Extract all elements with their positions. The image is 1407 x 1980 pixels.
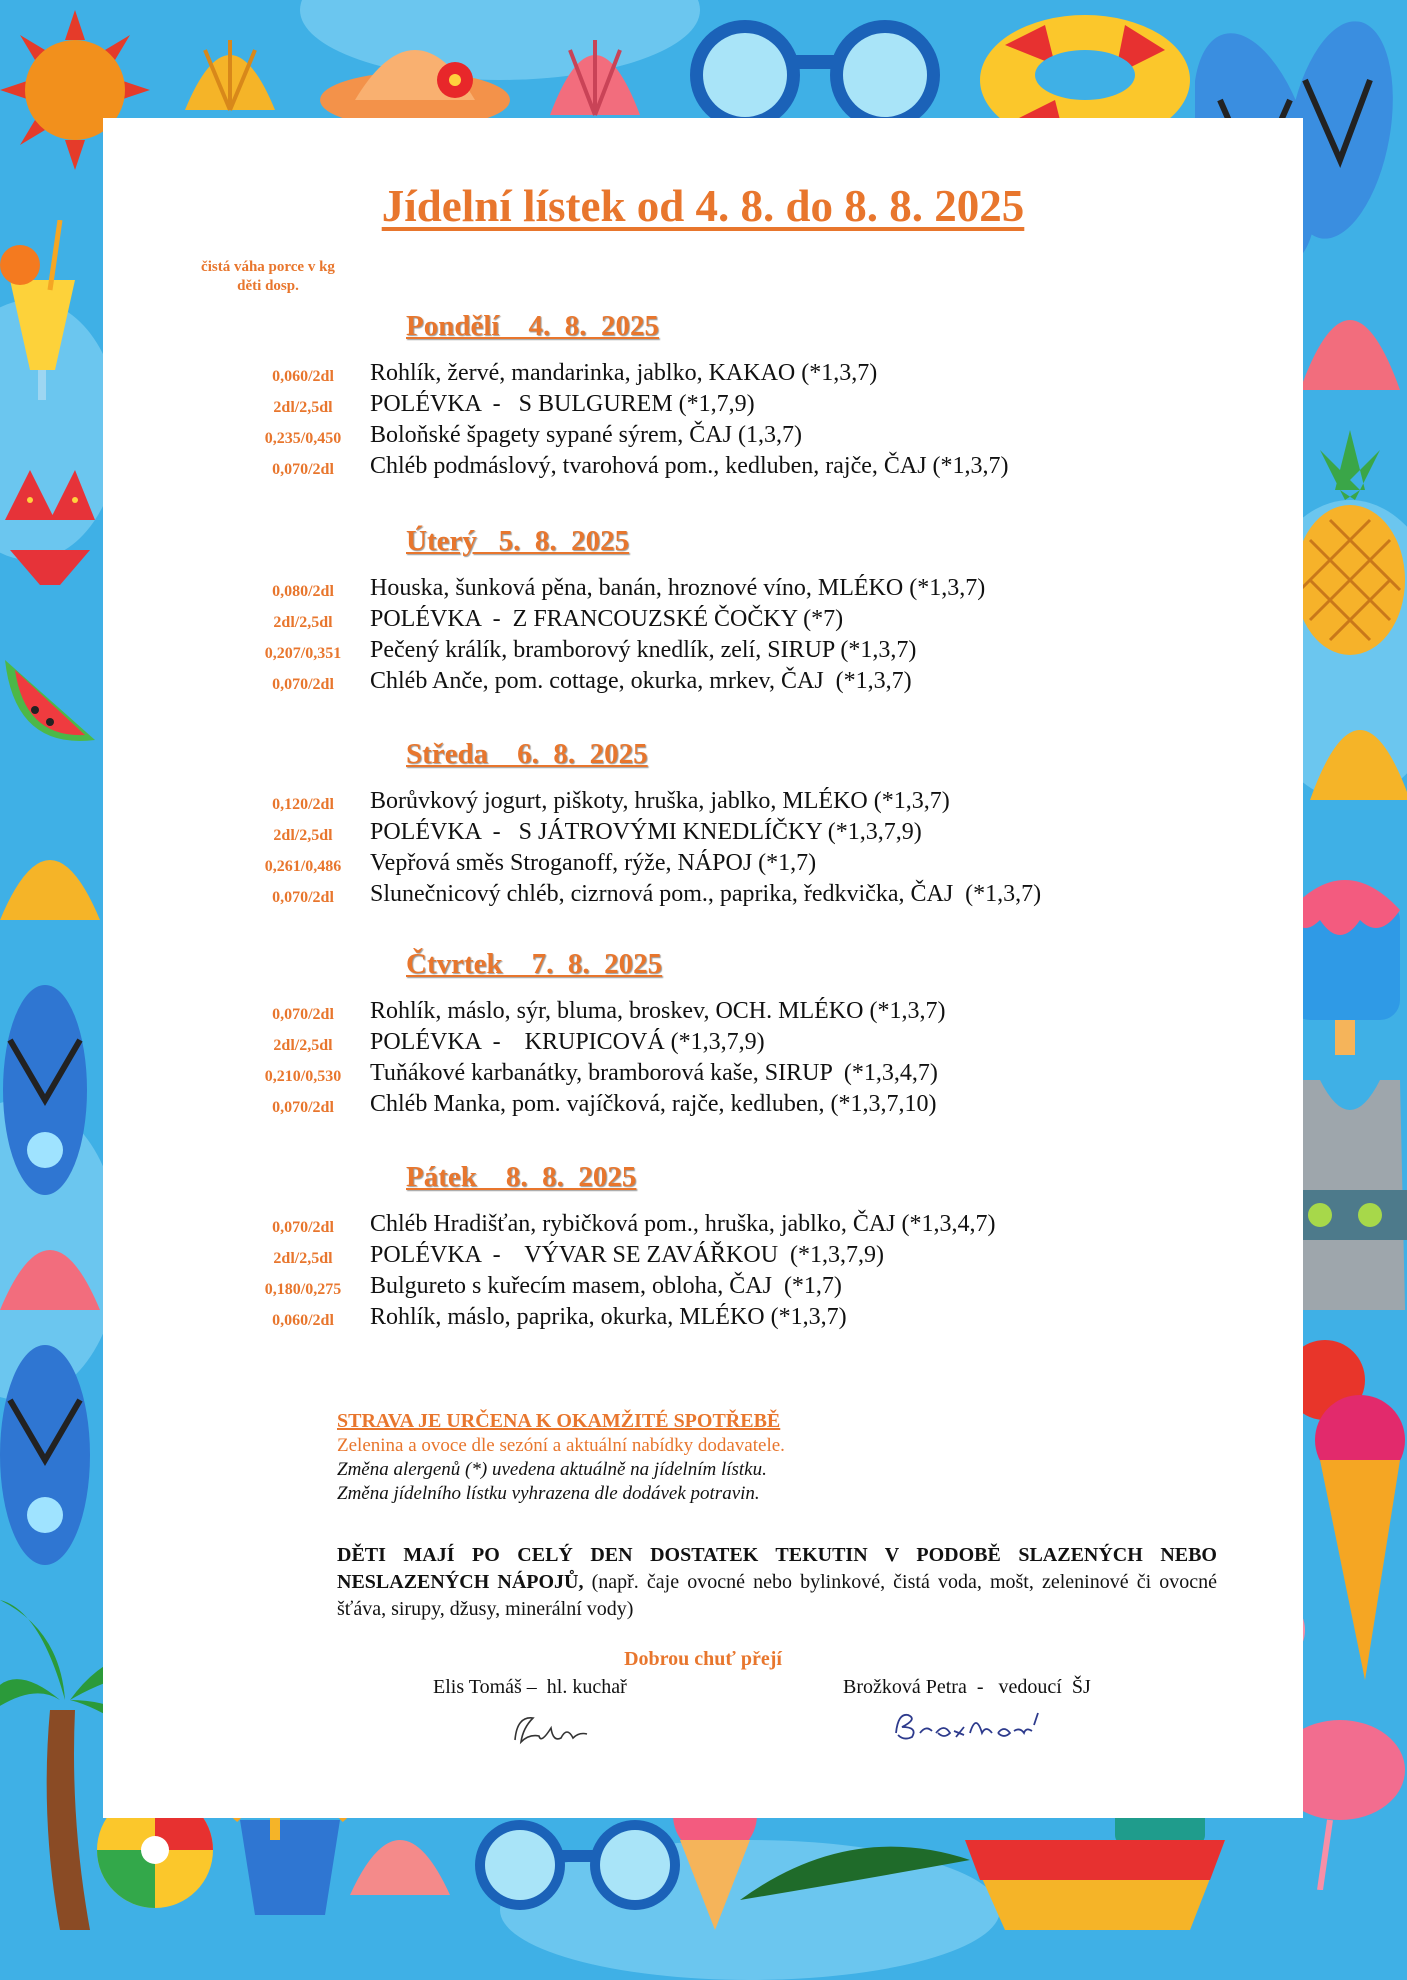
dish-description: POLÉVKA - VÝVAR SE ZAVÁŘKOU (*1,3,7,9) xyxy=(370,1242,885,1268)
dish-description: Chléb Manka, pom. vajíčková, rajče, kedluben, (*1,3,7,10) xyxy=(370,1091,937,1117)
portion-weight: 2dl/2,5dl xyxy=(273,1037,333,1054)
chef-signature xyxy=(503,1708,593,1753)
flip-flop-icon xyxy=(0,980,90,1200)
menu-sheet xyxy=(103,118,1303,1818)
sun-hat-icon xyxy=(315,20,515,130)
dish-description: POLÉVKA - S BULGUREM (*1,7,9) xyxy=(370,391,755,417)
dish-description: Chléb Anče, pom. cottage, okurka, mrkev, ČAJ (*1,3,7) xyxy=(370,668,912,694)
manager-name: Brožková Petra - vedoucí ŠJ xyxy=(843,1676,1091,1698)
menu-row xyxy=(103,850,1303,881)
portion-weight-label: čistá váha porce v kg xyxy=(201,259,335,275)
cocktail-icon xyxy=(0,220,90,410)
manager-signature xyxy=(888,1703,1048,1748)
portion-weight: 0,070/2dl xyxy=(272,1219,334,1236)
seashell-icon xyxy=(350,1805,450,1905)
menu-row xyxy=(103,360,1303,391)
portion-weight: 2dl/2,5dl xyxy=(273,827,333,844)
drinks-notice-bold: DĚTI MAJÍ PO CELÝ DEN DOSTATEK TEKUTIN V PODOBĚ SLAZENÝCH NEBO NESLAZENÝCH NÁPOJŮ, xyxy=(337,1544,1217,1593)
menu-row xyxy=(103,422,1303,453)
menu-title: Jídelní lístek od 4. 8. do 8. 8. 2025 xyxy=(381,181,1025,231)
tank-top-icon xyxy=(1290,1080,1407,1310)
portion-weight: 0,210/0,530 xyxy=(264,1068,342,1085)
portion-weight: 0,180/0,275 xyxy=(264,1281,342,1298)
menu-row xyxy=(103,606,1303,637)
bikini-icon xyxy=(0,440,100,590)
menu-row xyxy=(103,1211,1303,1242)
sunglasses-icon xyxy=(680,15,960,135)
portion-weight: 2dl/2,5dl xyxy=(273,399,333,416)
seashell-icon xyxy=(540,25,650,125)
dish-description: Tuňákové karbanátky, bramborová kaše, SIRUP (*1,3,4,7) xyxy=(370,1060,938,1086)
pineapple-icon xyxy=(1290,430,1407,660)
menu-row xyxy=(103,1273,1303,1304)
dish-description: POLÉVKA - Z FRANCOUZSKÉ ČOČKY (*7) xyxy=(370,606,844,632)
drinks-notice-detail: (např. čaje ovocné nebo bylinkové, čistá voda, mošt, zeleninové či ovocné šťáva, sirupy, džusy, minerální vody) xyxy=(337,1571,1217,1620)
menu-row xyxy=(103,1060,1303,1091)
dish-description: Rohlík, žervé, mandarinka, jablko, KAKAO (*1,3,7) xyxy=(370,360,878,386)
menu-row xyxy=(103,1242,1303,1273)
seashell-icon xyxy=(1300,690,1407,810)
seashell-icon xyxy=(0,1210,100,1320)
dish-description: Borůvkový jogurt, piškoty, hruška, jablko, MLÉKO (*1,3,7) xyxy=(370,788,950,814)
dish-description: Slunečnicový chléb, cizrnová pom., paprika, ředkvička, ČAJ (*1,3,7) xyxy=(370,881,1042,907)
allergen-note: Změna alergenů (*) uvedena aktuálně na jídelním lístku. xyxy=(337,1459,767,1480)
chef-name: Elis Tomáš – hl. kuchař xyxy=(433,1676,627,1698)
menu-notes xyxy=(337,1408,1207,1506)
portion-weight: 0,235/0,450 xyxy=(264,430,342,447)
day-title: Středa 6. 8. 2025 xyxy=(406,738,648,770)
menu-row xyxy=(103,575,1303,606)
portion-weight: 0,060/2dl xyxy=(272,1312,334,1329)
dish-description: Vepřová směs Stroganoff, rýže, NÁPOJ (*1,7) xyxy=(370,850,817,876)
portion-weight: 0,070/2dl xyxy=(272,461,334,478)
portion-weight: 2dl/2,5dl xyxy=(273,614,333,631)
menu-row xyxy=(103,637,1303,668)
watermelon-icon xyxy=(0,650,100,750)
portion-weight: 0,060/2dl xyxy=(272,368,334,385)
dish-description: Rohlík, máslo, sýr, bluma, broskev, OCH. MLÉKO (*1,3,7) xyxy=(370,998,946,1024)
dish-description: Chléb podmáslový, tvarohová pom., kedluben, rajče, ČAJ (*1,3,7) xyxy=(370,453,1009,479)
menu-change-note: Změna jídelního lístku vyhrazena dle dodávek potravin. xyxy=(337,1483,760,1504)
seashell-icon xyxy=(1290,280,1407,400)
menu-row xyxy=(103,788,1303,819)
portion-columns-label: děti dosp. xyxy=(237,278,299,294)
consumption-notice: STRAVA JE URČENA K OKAMŽITÉ SPOTŘEBĚ xyxy=(337,1410,781,1432)
seashell-icon xyxy=(175,30,285,120)
menu-row xyxy=(103,881,1303,912)
dish-description: Houska, šunková pěna, banán, hroznové víno, MLÉKO (*1,3,7) xyxy=(370,575,986,601)
portion-weight: 0,070/2dl xyxy=(272,889,334,906)
dish-description: POLÉVKA - KRUPICOVÁ (*1,3,7,9) xyxy=(370,1029,765,1055)
leaf-icon xyxy=(740,1840,970,1910)
menu-row xyxy=(103,1091,1303,1122)
portion-weight: 0,080/2dl xyxy=(272,583,334,600)
dish-description: Rohlík, máslo, paprika, okurka, MLÉKO (*1,3,7) xyxy=(370,1304,847,1330)
menu-row xyxy=(103,453,1303,484)
menu-row xyxy=(103,391,1303,422)
menu-row xyxy=(103,1304,1303,1335)
menu-row xyxy=(103,1029,1303,1060)
portion-weight: 0,120/2dl xyxy=(272,796,334,813)
seashell-icon xyxy=(0,820,100,930)
day-title: Čtvrtek 7. 8. 2025 xyxy=(406,948,663,980)
menu-row xyxy=(103,668,1303,699)
portion-weight: 0,070/2dl xyxy=(272,676,334,693)
dish-description: Bulgureto s kuřecím masem, obloha, ČAJ (*1,7) xyxy=(370,1273,842,1299)
closing-greeting: Dobrou chuť přejí xyxy=(624,1648,782,1670)
day-title: Úterý 5. 8. 2025 xyxy=(406,525,630,557)
dish-description: Pečený králík, bramborový knedlík, zelí, SIRUP (*1,3,7) xyxy=(370,637,917,663)
flip-flop-icon xyxy=(0,1340,95,1570)
dish-description: Boloňské špagety sypané sýrem, ČAJ (1,3,7) xyxy=(370,422,802,448)
day-title: Pátek 8. 8. 2025 xyxy=(406,1161,637,1193)
portion-weight: 2dl/2,5dl xyxy=(273,1250,333,1267)
seasonal-note: Zelenina a ovoce dle sezóní a aktuální nabídky dodavatele. xyxy=(337,1435,785,1456)
portion-weight: 0,070/2dl xyxy=(272,1099,334,1116)
portion-weight: 0,070/2dl xyxy=(272,1006,334,1023)
menu-row xyxy=(103,819,1303,850)
dish-description: Chléb Hradišťan, rybičková pom., hruška, jablko, ČAJ (*1,3,4,7) xyxy=(370,1211,996,1237)
sunglasses-icon xyxy=(465,1815,695,1915)
day-title: Pondělí 4. 8. 2025 xyxy=(406,310,659,342)
drinks-notice xyxy=(337,1542,1217,1623)
portion-weight: 0,261/0,486 xyxy=(264,858,342,875)
menu-row xyxy=(103,998,1303,1029)
dish-description: POLÉVKA - S JÁTROVÝMI KNEDLÍČKY (*1,3,7,9) xyxy=(370,819,922,845)
portion-weight: 0,207/0,351 xyxy=(264,645,342,662)
portion-weight-header xyxy=(188,258,348,296)
